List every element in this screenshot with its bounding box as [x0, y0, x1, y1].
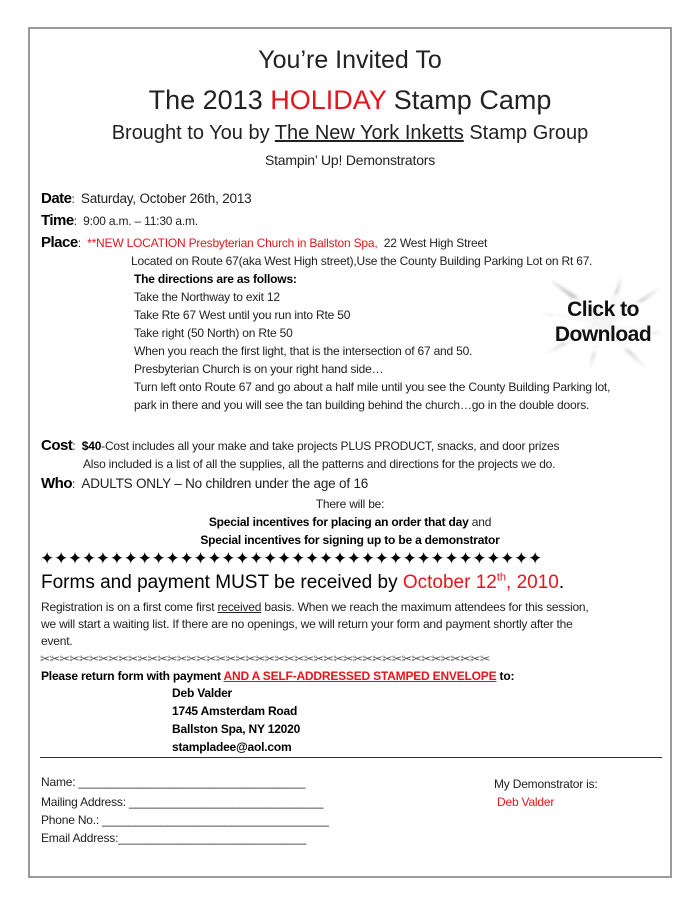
click-to-label: Click to: [567, 298, 639, 321]
place-row: Place: **NEW LOCATION Presbyterian Church in Ballston Spa, 22 West High Street: [41, 234, 488, 251]
phone-field[interactable]: Phone No.: ___________________________________: [41, 813, 329, 827]
name-field[interactable]: Name: ___________________________________: [41, 775, 306, 789]
cost-row: Cost: $40-Cost includes all your make and take projects PLUS PRODUCT, snacks, and door prizes: [41, 437, 560, 454]
direction-step: Take the Northway to exit 12: [134, 290, 280, 304]
invite-heading: You’re Invited To: [258, 46, 442, 74]
there-will-be: There will be:: [315, 497, 385, 511]
return-address-city: Ballston Spa, NY 12020: [172, 722, 301, 736]
return-address-street: 1745 Amsterdam Road: [172, 704, 298, 718]
direction-step: Turn left onto Route 67 and go about a half mile until you see the County Building Parking lot,: [134, 380, 611, 394]
incentive-demonstrator: Special incentives for signing up to be a demonstrator: [200, 533, 500, 547]
direction-step: Take Rte 67 West until you run into Rte 50: [134, 308, 351, 322]
return-address-email: stampladee@aol.com: [172, 740, 292, 754]
demonstrators-subtitle: Stampin’ Up! Demonstrators: [264, 152, 436, 168]
time-row: Time: 9:00 a.m. – 11:30 a.m.: [41, 212, 198, 229]
direction-step: When you reach the first light, that is the intersection of 67 and 50.: [134, 344, 473, 358]
demonstrator-name: Deb Valder: [497, 795, 555, 809]
return-instructions: Please return form with payment AND A SELF-ADDRESSED STAMPED ENVELOPE to:: [41, 669, 515, 683]
incentive-order: Special incentives for placing an order that day and: [208, 515, 492, 529]
direction-step: park in there and you will see the tan building behind the church…go in the double doors.: [134, 398, 590, 412]
cost-also: Also included is a list of all the supplies, all the patterns and directions for the projects we do.: [83, 457, 556, 471]
registration-text: we will start a waiting list. If there are no openings, we will return your form and payment shortly after the: [41, 617, 573, 631]
return-address-name: Deb Valder: [172, 686, 233, 700]
scissors-divider: ✂✂✂✂✂✂✂✂✂✂✂✂✂✂✂✂✂✂✂✂✂✂✂✂✂✂✂✂✂✂✂✂✂✂✂✂✂✂✂✂✂✂✂✂✂✂: [40, 652, 490, 666]
deadline-heading: Forms and payment MUST be received by October 12th, 2010.: [41, 571, 565, 593]
divider-line: [40, 757, 662, 758]
directions-heading: The directions are as follows:: [134, 272, 297, 286]
event-title: The 2013 HOLIDAY Stamp Camp: [148, 85, 552, 115]
click-to-download-link[interactable]: [540, 297, 666, 347]
diamond-divider: ✦✦✦✦✦✦✦✦✦✦✦✦✦✦✦✦✦✦✦✦✦✦✦✦✦✦✦✦✦✦✦✦✦✦✦✦: [40, 549, 542, 568]
download-label: Download: [554, 323, 652, 346]
registration-text: Registration is on a first come first received basis. When we reach the maximum attendees for this session,: [41, 600, 589, 614]
registration-text: event.: [41, 634, 73, 648]
direction-step: Presbyterian Church is on your right hand side…: [134, 362, 384, 376]
who-row: Who: ADULTS ONLY – No children under the age of 16: [41, 475, 369, 492]
email-field[interactable]: Email Address:_____________________________: [41, 831, 306, 845]
direction-step: Take right (50 North) on Rte 50: [134, 326, 293, 340]
located-note: Located on Route 67(aka West High street),Use the County Building Parking Lot on Rt 67.: [131, 254, 593, 268]
date-row: Date: Saturday, October 26th, 2013: [41, 190, 252, 207]
brought-by: Brought to You by The New York Inketts Stamp Group: [111, 122, 589, 144]
demonstrator-label: My Demonstrator is:: [494, 777, 598, 791]
mailing-address-field[interactable]: Mailing Address: ______________________________: [41, 795, 324, 809]
